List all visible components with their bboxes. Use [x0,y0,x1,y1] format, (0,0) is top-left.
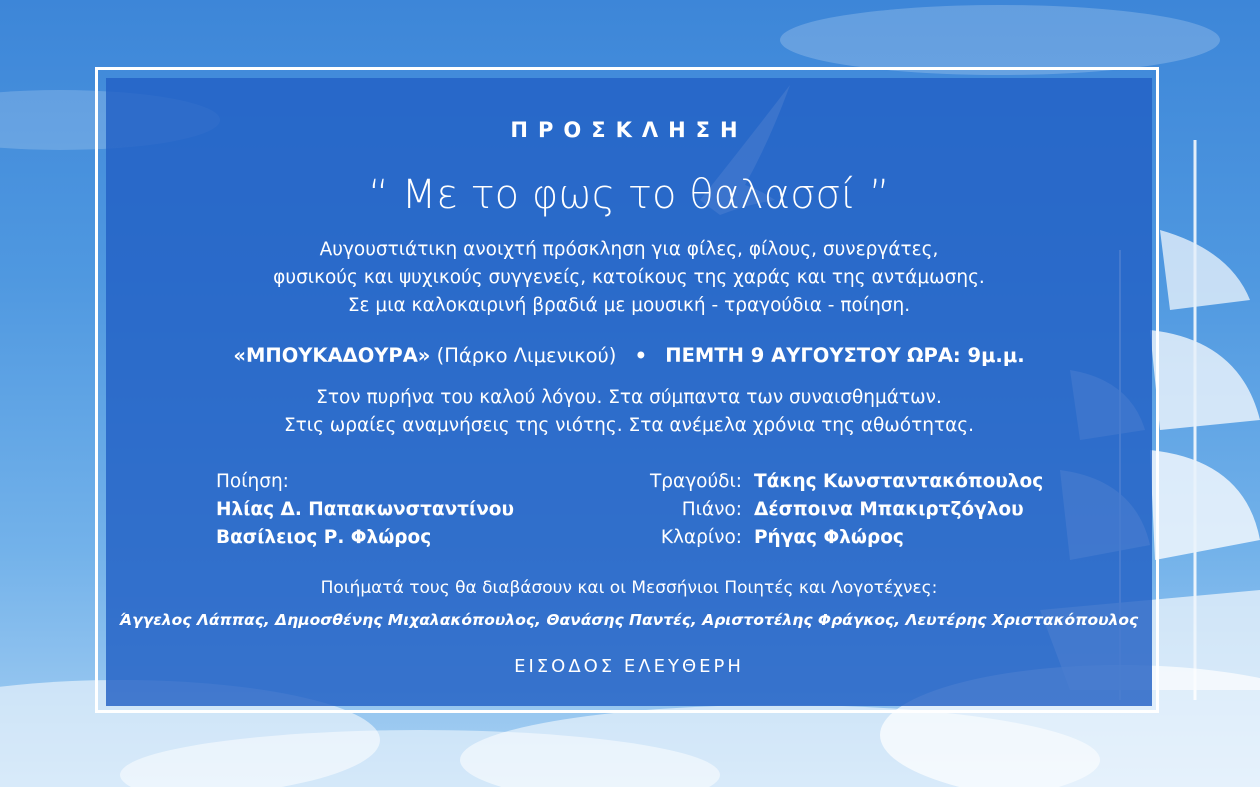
poet-name: Βασίλειος Ρ. Φλώρος [216,527,432,548]
credit-name: Τάκης Κωνσταντακόπουλος [754,471,1044,492]
free-entry-note: ΕΙΣΟΔΟΣ ΕΛΕΥΘΕΡΗ [514,656,744,677]
mood-line: Στον πυρήνα του καλού λόγου. Στα σύμπαντα των συναισθημάτων. [316,387,942,408]
credit-row [616,524,1043,552]
credit-row [616,496,1043,524]
readers-line: Ποιήματά τους θα διαβάσουν και οι Μεσσήνιοι Ποιητές και Λογοτέχνες: [320,578,938,598]
credit-name: Ρήγας Φλώρος [754,527,904,548]
event-title: “ Με το φως το θαλασσί ” [368,172,890,218]
credit-role: Κλαρίνο: [660,527,742,548]
music-credits [616,468,1043,552]
event-date: ΠΕΜΤΗ 9 ΑΥΓΟΥΣΤΟΥ [665,344,901,367]
poetry-label: Ποίηση: [216,471,289,492]
credit-name: Δέσποινα Μπακιρτζόγλου [754,499,1024,520]
invitation-heading: ΠΡΟΣΚΛΗΣΗ [510,118,748,142]
readers-names: Άγγελος Λάππας, Δημοσθένης Μιχαλακόπουλος, Θανάσης Παντές, Αριστοτέλης Φράγκος, Λευτέρης Χριστακόπουλος [119,611,1139,629]
venue-note: (Πάρκο Λιμενικού) [436,344,617,367]
intro-text [106,236,1152,320]
mood-text [106,384,1152,440]
credit-row [616,468,1043,496]
event-details [106,344,1152,367]
intro-line: Αυγουστιάτικη ανοιχτή πρόσκληση για φίλες, φίλους, συνεργάτες, [319,239,939,260]
credit-role: Τραγούδι: [649,471,742,492]
bullet-separator: • [634,344,648,367]
intro-line: φυσικούς και ψυχικούς συγγενείς, κατοίκους της χαράς και της αντάμωσης. [273,267,985,288]
invitation-content [106,78,1152,706]
mood-line: Στις ωραίες αναμνήσεις της νιότης. Στα ανέμελα χρόνια της αθωότητας. [283,415,975,436]
venue-name: «ΜΠΟΥΚΑΔΟΥΡΑ» [233,344,431,367]
event-time: ΩΡΑ: 9μ.μ. [906,344,1025,367]
intro-line: Σε μια καλοκαιρινή βραδιά με μουσική - τραγούδια - ποίηση. [347,295,911,316]
poet-name: Ηλίας Δ. Παπακωνσταντίνου [216,499,515,520]
poetry-credits [216,468,514,552]
credit-role: Πιάνο: [681,499,742,520]
